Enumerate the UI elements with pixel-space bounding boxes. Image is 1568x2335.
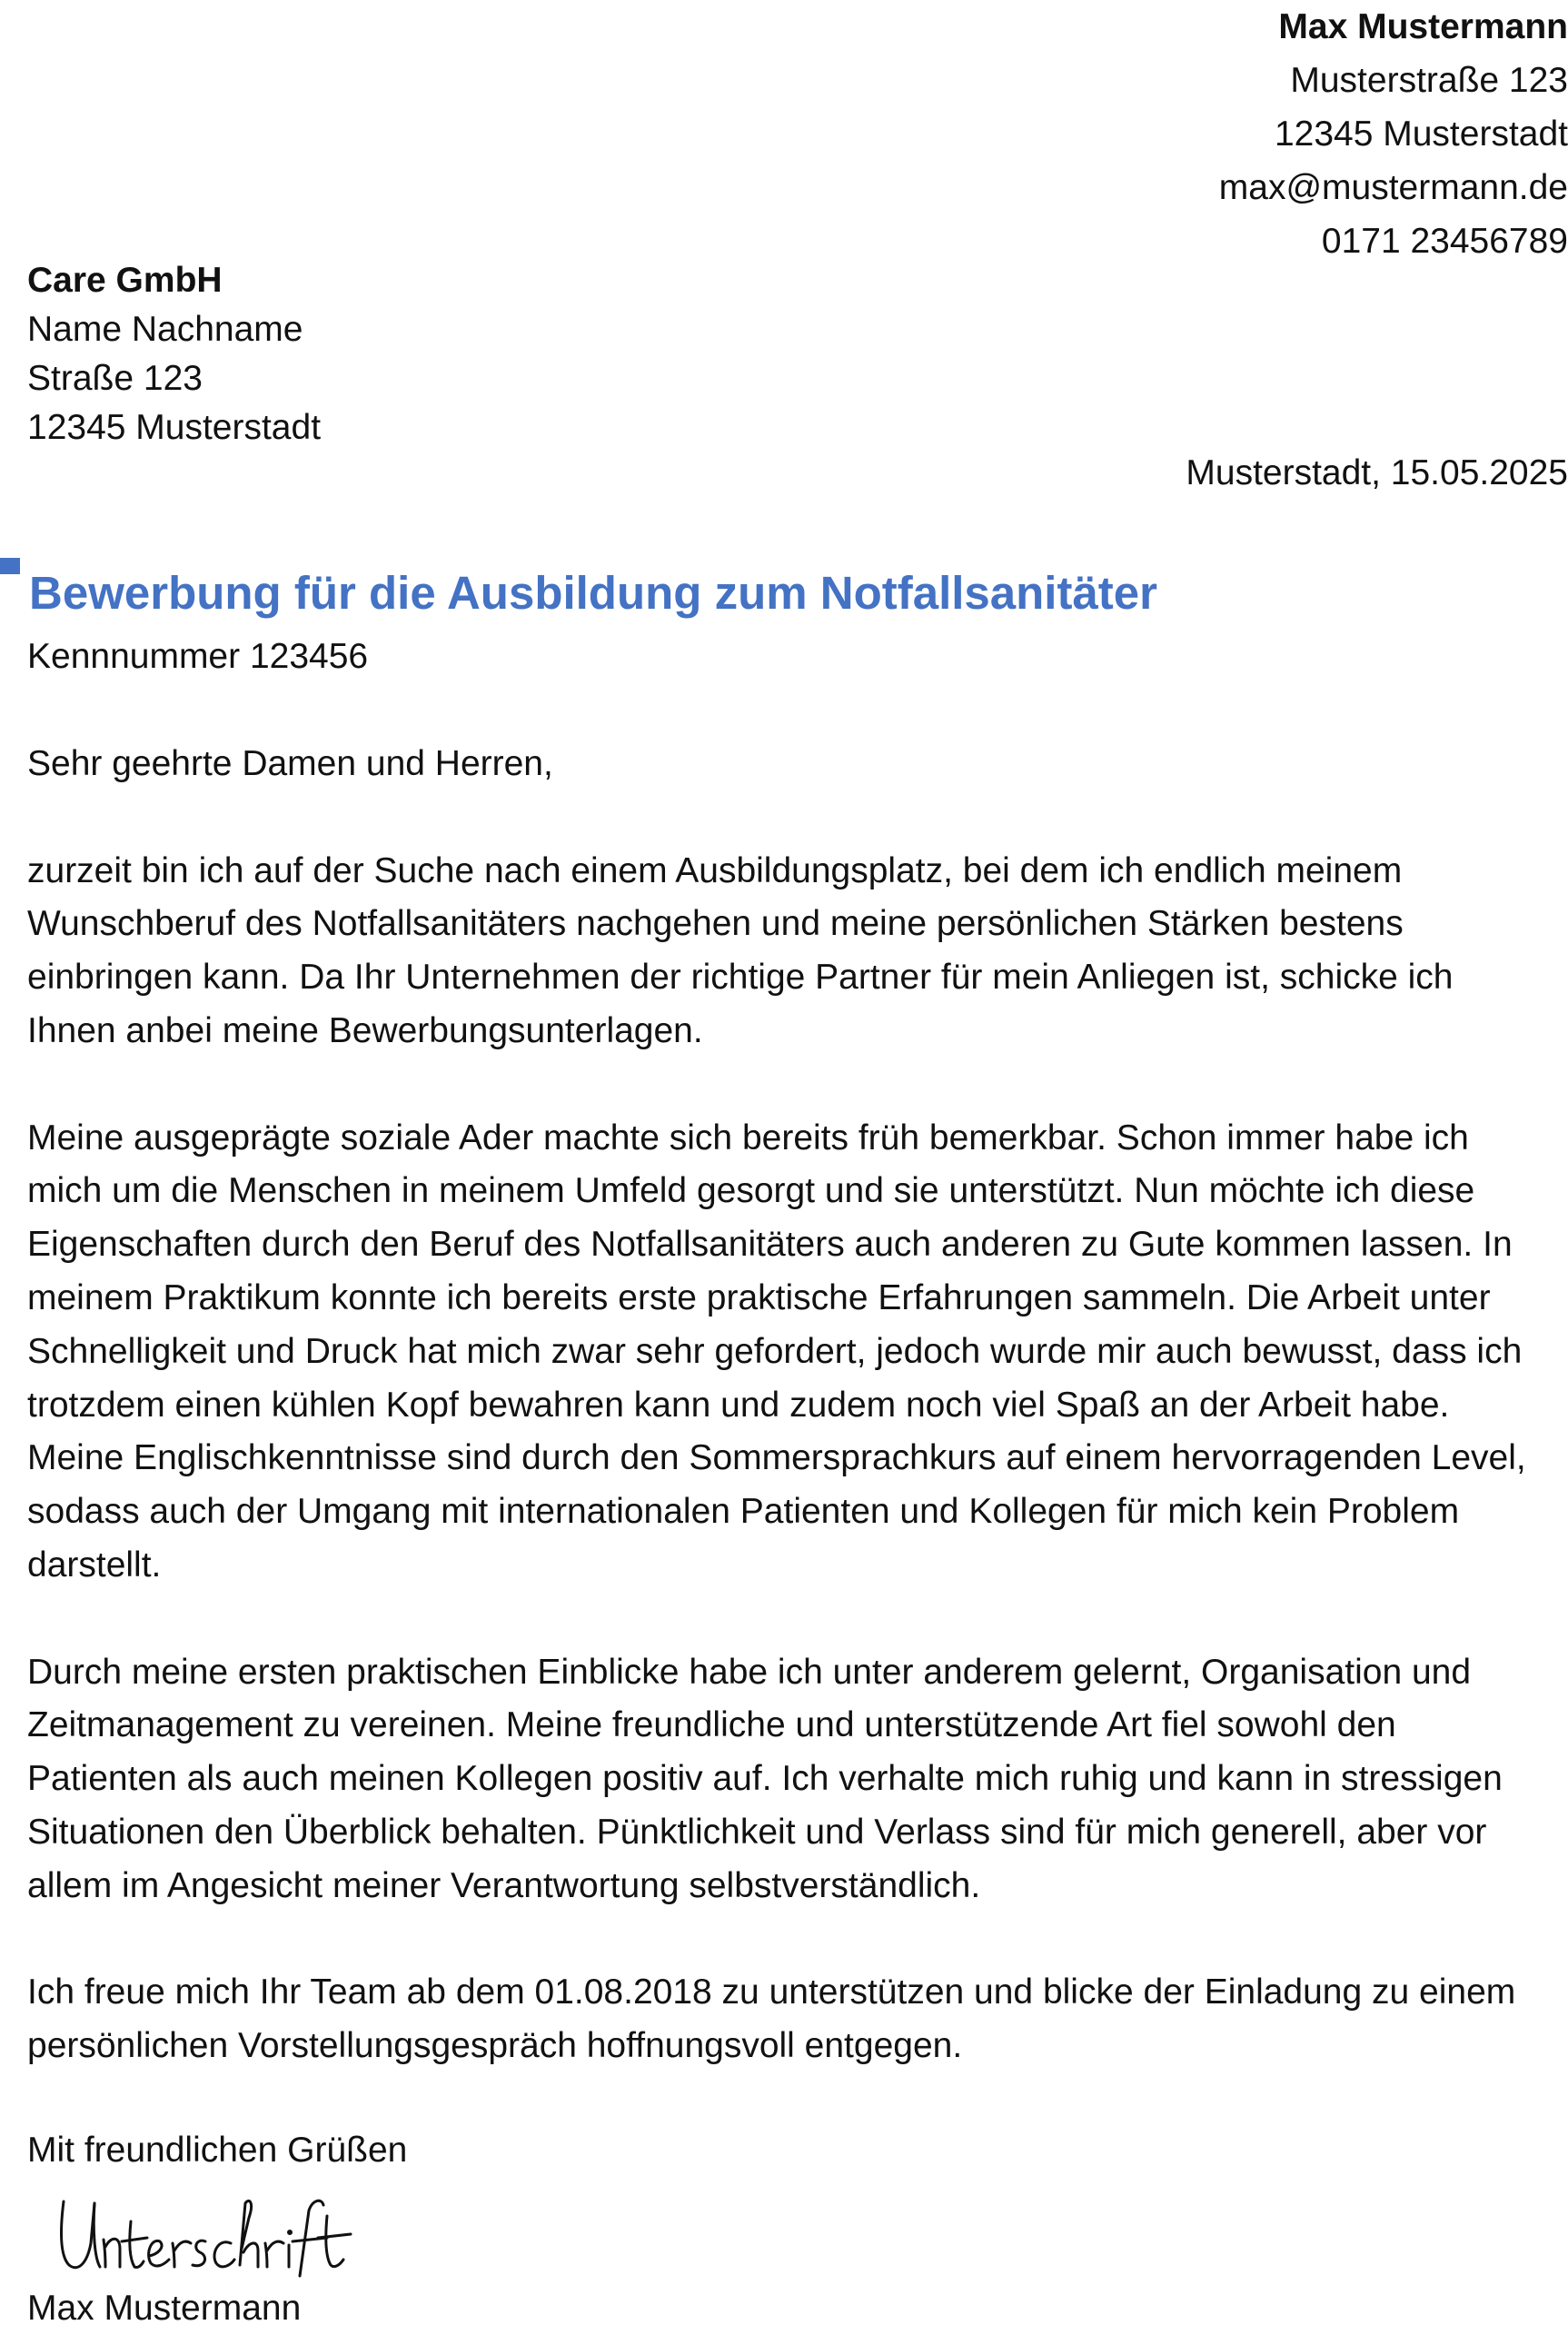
sender-email: max@mustermann.de (1218, 168, 1568, 207)
closing-phrase: Mit freundlichen Grüßen (27, 2131, 408, 2170)
sender-block (1219, 0, 1568, 268)
body-paragraph: zurzeit bin ich auf der Suche nach einem Ausbildungsplatz, bei dem ich endlich meinem Wunschberuf des Notfallsanitäters nachgehen und meine persönlichen Stärken bestens einbringen kann. Da Ihr Unternehmen der richtige Partner für mein Anliegen ist, schicke ich Ihnen anbei meine Bewerbungsunterlagen. (27, 850, 1454, 1050)
sender-phone: 0171 23456789 (1321, 222, 1568, 261)
sender-name: Max Mustermann (1278, 7, 1568, 46)
letter-body (27, 738, 1568, 2127)
handwritten-signature (55, 2185, 354, 2285)
recipient-city: 12345 Musterstadt (27, 408, 322, 447)
recipient-street: Straße 123 (27, 359, 203, 398)
letter-subject: Bewerbung für die Ausbildung zum Notfallsanitäter (29, 567, 1158, 619)
recipient-contact: Name Nachname (27, 310, 303, 349)
salutation: Sehr geehrte Damen und Herren, (27, 744, 553, 783)
body-paragraph: Ich freue mich Ihr Team ab dem 01.08.2018 zu unterstützen und blicke der Einladung zu einem persönlichen Vorstellungsgespräch hoffnungsvoll entgegen. (27, 1972, 1516, 2066)
heading-marker (0, 558, 20, 574)
sender-street: Musterstraße 123 (1290, 61, 1568, 100)
body-paragraph: Durch meine ersten praktischen Einblicke habe ich unter anderem gelernt, Organisation und Zeitmanagement zu vereinen. Meine freundliche und unterstützende Art fiel sowohl den Patienten als auch meinen Kollegen positiv auf. Ich verhalte mich ruhig und kann in stressigen Situationen den Überblick behalten. Pünktlichkeit und Verlass sind für mich generell, aber vor allem im Angesicht meiner Verantwortung selbstverständlich. (27, 1652, 1503, 1905)
letter-date: Musterstadt, 15.05.2025 (1186, 453, 1568, 492)
sender-city: 12345 Musterstadt (1274, 114, 1568, 154)
reference-number: Kennnummer 123456 (27, 637, 369, 676)
body-paragraph: Meine ausgeprägte soziale Ader machte sich bereits früh bemerkbar. Schon immer habe ich mich um die Menschen in meinem Umfeld gesorgt und sie unterstützt. Nun möchte ich diese Eigenschaften durch den Beruf des Notfallsanitäters auch anderen zu Gute kommen lassen. In meinem Praktikum konnte ich bereits erste praktische Erfahrungen sammeln. Die Arbeit unter Schnelligkeit und Druck hat mich zwar sehr gefordert, jedoch wurde mir auch bewusst, dass ich trotzdem einen kühlen Kopf bewahren kann und zudem noch viel Spaß an der Arbeit habe. Meine Englischkenntnisse sind durch den Sommersprachkurs auf einem hervorragenden Level, sodass auch der Umgang mit internationalen Patienten und Kollegen für mich kein Problem darstellt. (27, 1118, 1526, 1585)
recipient-company: Care GmbH (27, 261, 223, 300)
recipient-block (27, 256, 321, 452)
signer-name: Max Mustermann (27, 2289, 302, 2328)
